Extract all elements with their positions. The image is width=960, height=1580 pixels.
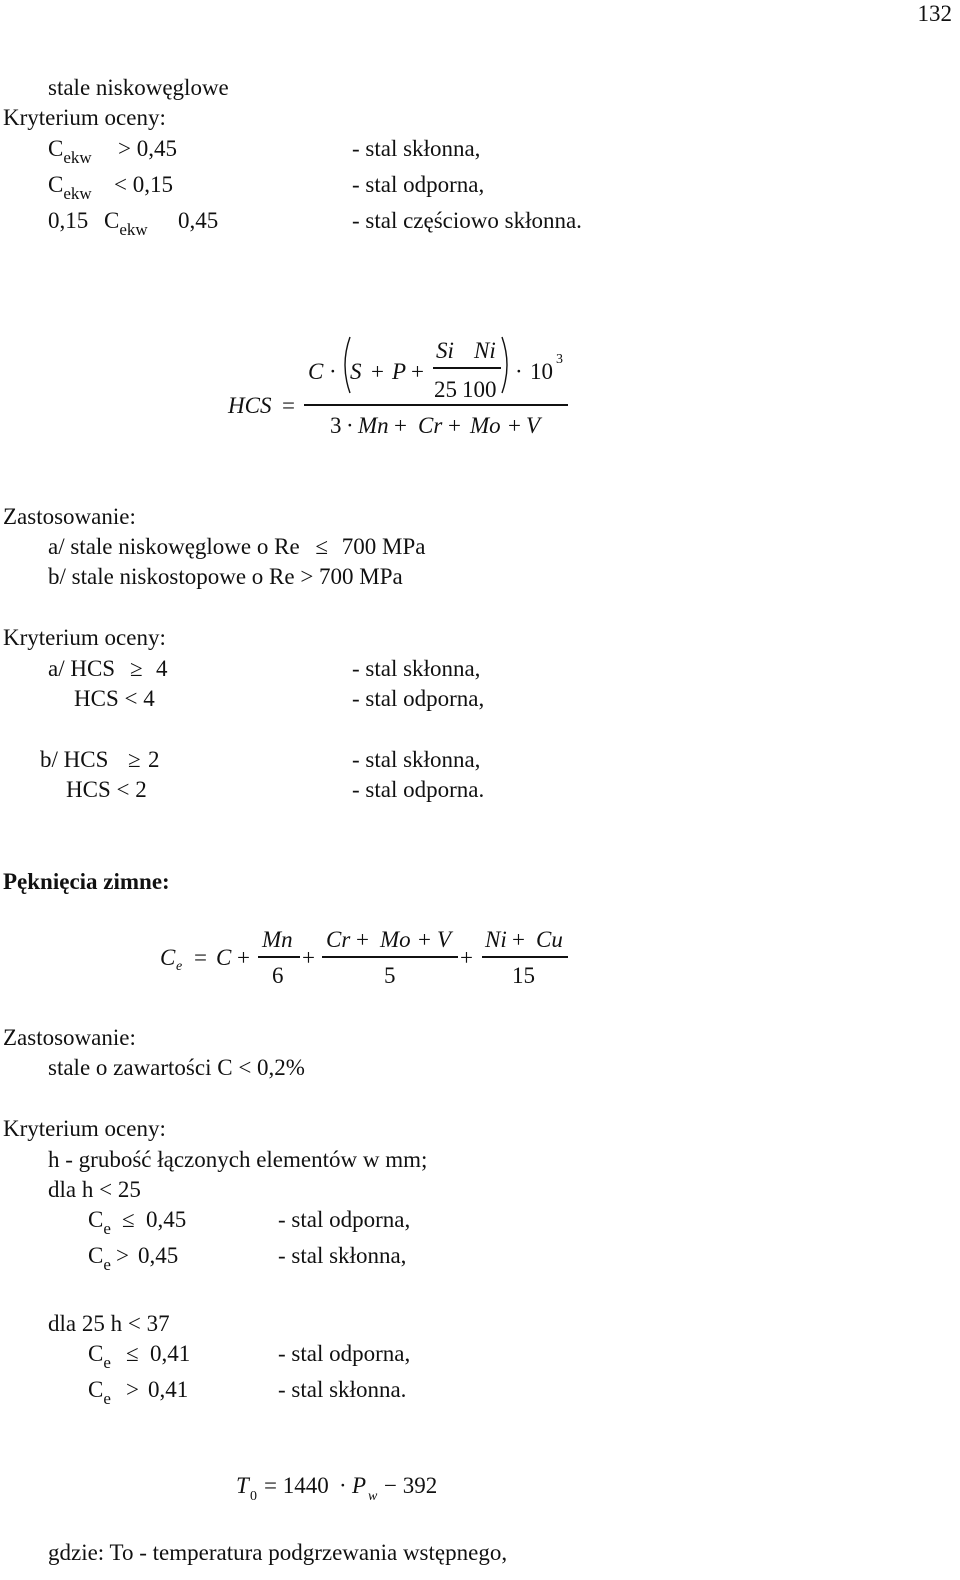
fraction1-denominator: 6 [272,963,284,988]
right-paren [500,335,514,395]
application-a-value: 700 MPa [341,534,426,559]
group1-label: dla h < 25 [48,1177,141,1202]
denominator-3: 3 [330,413,342,438]
hcs-row-value: 4 [156,656,168,681]
symbol-v: V [437,927,452,952]
hcs-row-left: HCS < 2 [66,777,147,802]
criterion-range-low: 0,15 [48,208,89,233]
minus-392: − 392 [384,1473,438,1498]
symbol-cr: Cr [326,927,351,952]
section-heading: stale niskowęglowe [48,75,229,100]
fraction2-bar [322,956,458,958]
result: - stal skłonna. [278,1377,407,1402]
symbol-cr: Cr [418,413,443,438]
symbol-s: S [350,359,362,384]
subscript-e: e [103,1255,111,1274]
symbol-c: C [216,945,232,970]
subscript-e: e [103,1219,111,1238]
result: - stal odporna, [278,1341,411,1366]
application-a-text: a/ stale niskowęglowe o Re [48,534,300,559]
ce-value: 0,41 [148,1377,189,1402]
subscript-ekw: ekw [119,220,148,239]
leq-sign: ≤ [315,534,329,559]
ce-symbol [88,1243,111,1274]
result: - stal skłonna, [352,747,481,772]
inner-fraction-bar [433,367,501,369]
symbol-ni: Ni [474,338,496,363]
symbol-ni: Ni [485,927,507,952]
subscript-e: e [103,1353,111,1372]
result: - stal odporna, [352,686,485,711]
leq-sign: ≤ [126,1341,139,1366]
symbol-c: C [308,359,324,384]
application-b: b/ stale niskostopowe o Re > 700 MPa [48,564,403,589]
plus-sign: + [356,927,369,952]
fraction1-bar [258,956,300,958]
ce-value: 0,45 [146,1207,187,1232]
fraction3-denominator: 15 [512,963,535,988]
subscript-0: 0 [250,1489,257,1504]
subscript-e: e [176,959,183,974]
plus-sign: + [512,927,525,952]
page-number: 132 [917,1,952,26]
footer-definition: gdzie: To - temperatura podgrzewania wstępnego, [48,1540,508,1565]
plus-sign: + [508,413,521,438]
subscript-ekw: ekw [63,148,92,167]
criterion-label: Kryterium oceny: [3,625,166,650]
symbol-si: Si [436,338,454,363]
plus-sign: + [237,945,250,970]
result: - stal skłonna, [352,136,481,161]
hcs-lhs: HCS [228,393,272,418]
plus-sign: + [418,927,431,952]
ce-symbol [88,1377,111,1408]
ce-symbol [88,1341,111,1372]
symbol-c: C [160,945,176,970]
symbol-c: C [88,1243,104,1268]
result: - stal częściowo skłonna. [352,208,582,233]
plus-sign: + [411,359,424,384]
plus-sign: + [448,413,461,438]
plus-sign: + [394,413,407,438]
fraction1-numerator: Mn [262,927,293,952]
condition: < 0,15 [114,172,173,197]
group2-label: dla 25 h < 37 [48,1311,170,1336]
section-heading-cold-cracks: Pęknięcia zimne: [3,869,170,894]
symbol-cu: Cu [536,927,563,952]
multiply-dot: · [346,413,354,438]
denominator-25: 25 [434,377,457,402]
plus-sign: + [460,945,473,970]
result: - stal skłonna, [352,656,481,681]
result: - stal odporna, [278,1207,411,1232]
ce-value: 0,41 [150,1341,191,1366]
hcs-row-value: 2 [148,747,160,772]
leq-sign: ≤ [122,1207,135,1232]
symbol-c: C [104,208,120,233]
ce-symbol [88,1207,111,1238]
condition: > 0,45 [118,136,177,161]
plus-sign: + [371,359,384,384]
criterion-row-cekw [104,208,148,239]
symbol-mn: Mn [358,413,389,438]
symbol-v: V [526,413,541,438]
application-label: Zastosowanie: [3,504,136,529]
symbol-c: C [88,1207,104,1232]
application-a [48,535,426,558]
application-label: Zastosowanie: [3,1025,136,1050]
hcs-row-left: HCS < 4 [74,686,155,711]
result: - stal skłonna, [278,1243,407,1268]
power-base-10: 10 [530,359,553,384]
criterion-row-cekw [48,136,92,167]
equals-1440: = 1440 [264,1473,329,1498]
gt-sign: > [116,1243,129,1268]
condition: 0,45 [178,208,219,233]
subscript-ekw: ekw [63,184,92,203]
subscript-e: e [103,1389,111,1408]
hcs-row-left: a/ HCS [48,656,116,681]
symbol-c: C [88,1341,104,1366]
hcs-row-left: b/ HCS [40,747,109,772]
symbol-p: P [392,359,407,384]
exponent-3: 3 [556,352,563,367]
symbol-mo: Mo [470,413,501,438]
result: - stal odporna. [352,777,485,802]
thickness-description: h - grubość łączonych elementów w mm; [48,1147,428,1172]
symbol-c: C [48,136,64,161]
fraction3-bar [482,956,568,958]
plus-sign: + [302,945,315,970]
result: - stal odporna, [352,172,485,197]
equals-sign: = [282,393,295,418]
fraction2-denominator: 5 [384,963,396,988]
criterion-row-cekw [48,172,92,203]
symbol-c: C [88,1377,104,1402]
multiply-dot: · [515,359,523,384]
symbol-t: T [236,1473,249,1498]
geq-sign: ≥ [128,747,141,772]
equals-sign: = [194,945,207,970]
subscript-w: w [368,1489,378,1504]
multiply-dot: · [329,359,337,384]
main-fraction-bar [304,404,568,406]
multiply-dot: · [339,1473,347,1498]
ce-value: 0,45 [138,1243,179,1268]
symbol-mo: Mo [380,927,411,952]
geq-sign: ≥ [130,656,143,681]
gt-sign: > [126,1377,139,1402]
application-text: stale o zawartości C < 0,2% [48,1055,305,1080]
symbol-c: C [48,172,64,197]
criterion-label: Kryterium oceny: [3,1116,166,1141]
denominator-100: 100 [462,377,497,402]
symbol-p: P [352,1473,367,1498]
criterion-label: Kryterium oceny: [3,105,166,130]
